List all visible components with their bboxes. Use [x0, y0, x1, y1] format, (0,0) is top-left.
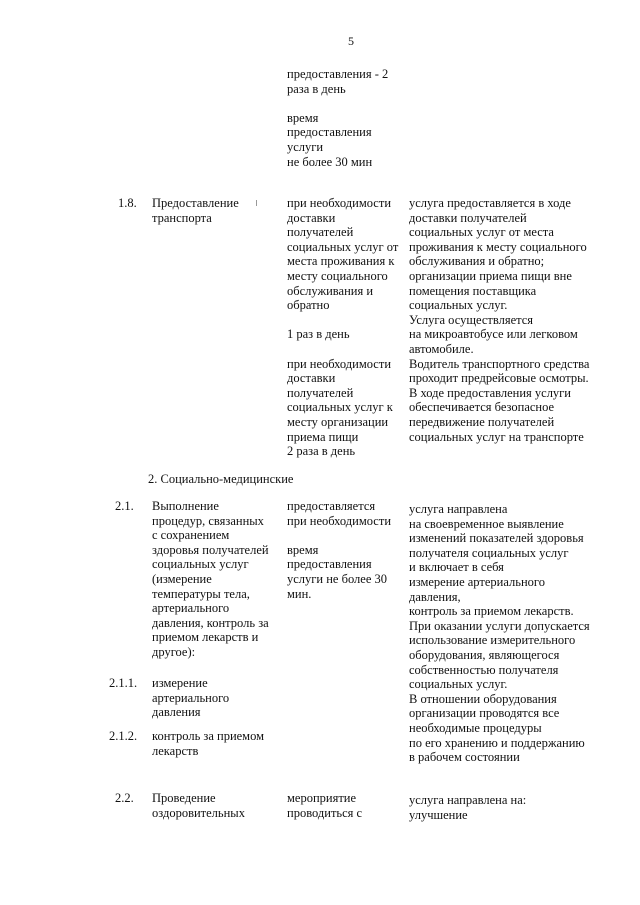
text-line: (измерение [152, 571, 212, 586]
text-line: обеспечивается безопасное [409, 400, 555, 415]
text-line: проживания к месту социального [409, 239, 587, 254]
text-line: оборудования, являющегося [409, 647, 560, 662]
row-number-2-1: 2.1. [115, 499, 134, 513]
text-line [287, 342, 398, 357]
text-line: 2 раза в день [287, 444, 356, 459]
text-line: предоставляется [287, 499, 376, 513]
text-line: время [287, 542, 319, 557]
text-line: 1 раз в день [287, 327, 350, 342]
text-line: услуги [287, 139, 324, 154]
text-line: температуры тела, [152, 586, 250, 601]
text-line [287, 313, 398, 328]
text-line: автомобиле. [409, 341, 474, 356]
text-line: социальных услуг от места [409, 225, 554, 240]
text-line: давления, контроль за [152, 615, 269, 630]
text-line: проходит предрейсовые осмотры. [409, 371, 589, 386]
service-name-2-1 [152, 499, 269, 660]
text-line: услуга направлена [409, 502, 508, 516]
text-line: артериального [152, 601, 230, 616]
text-line: собственностью получателя [409, 662, 559, 677]
text-line: места проживания к [287, 254, 395, 269]
text-line: предоставления [287, 557, 372, 572]
text-line: давления, [409, 589, 461, 604]
text-line: необходимые процедуры [409, 720, 542, 735]
service-name-2-2 [152, 791, 245, 820]
frequency-2-2 [287, 791, 362, 820]
text-line: В отношении оборудования [409, 691, 557, 706]
text-line: Водитель транспортного средства [409, 356, 590, 371]
text-line: обслуживания и [287, 283, 374, 298]
top-continuation [287, 67, 388, 169]
text-line: услуга предоставляется в ходе [409, 196, 571, 210]
text-line: давления [152, 705, 201, 720]
text-line: измерение артериального [409, 574, 545, 589]
text-line: месту социального [287, 268, 388, 283]
text-line: предоставления - 2 [287, 67, 389, 81]
text-line: социальных услуг на транспорте [409, 429, 584, 444]
text-line: при необходимости [287, 513, 392, 528]
text-line: Проведение [152, 791, 216, 805]
text-line: социальных услуг. [409, 677, 508, 692]
text-line: на микроавтобусе или легковом [409, 327, 578, 342]
text-line: проводиться с [287, 805, 363, 820]
text-line: доставки [287, 371, 336, 386]
service-name-2-1-1 [152, 676, 229, 720]
description-1-8 [409, 196, 589, 444]
section-heading-2: 2. Социально-медицинские [148, 472, 294, 486]
text-line: измерение [152, 676, 208, 690]
text-line: предоставления [287, 125, 372, 140]
text-line [287, 96, 388, 111]
text-line: помещения поставщика [409, 283, 537, 298]
text-line: изменений показателей здоровья [409, 531, 584, 546]
text-line: организации приема пищи вне [409, 268, 572, 283]
text-line: обслуживания и обратно; [409, 254, 545, 269]
text-line: по его хранению и поддержанию [409, 735, 585, 750]
text-line: транспорта [152, 210, 212, 225]
text-line: не более 30 мин [287, 154, 373, 169]
text-line: оздоровительных [152, 805, 245, 820]
text-line: Предоставление [152, 196, 239, 210]
text-line: при необходимости [287, 356, 392, 371]
text-line: Услуга осуществляется [409, 312, 534, 327]
text-line: мин. [287, 586, 312, 601]
text-line: социальных услуг [152, 557, 249, 572]
description-2-1 [409, 502, 590, 765]
service-name-2-1-2 [152, 729, 264, 758]
text-line: приемом лекарств и [152, 630, 259, 645]
row-number-2-2: 2.2. [115, 791, 134, 805]
text-line: передвижение получателей [409, 414, 555, 429]
text-line: и включает в себя [409, 560, 504, 575]
text-line: улучшение [409, 807, 468, 822]
text-line: При оказании услуги допускается [409, 618, 590, 633]
text-line: здоровья получателей [152, 542, 269, 557]
scan-mark [256, 200, 257, 206]
description-2-2 [409, 793, 526, 822]
text-line: другое): [152, 644, 196, 659]
text-line: организации проводятся все [409, 706, 560, 721]
text-line: услуги не более 30 [287, 571, 387, 586]
text-line: процедур, связанных [152, 513, 264, 528]
frequency-2-1 [287, 499, 391, 601]
text-line: на своевременное выявление [409, 516, 564, 531]
text-line [287, 528, 391, 543]
frequency-1-8 [287, 196, 398, 459]
text-line: лекарств [152, 743, 199, 758]
text-line: мероприятие [287, 791, 357, 805]
text-line: Выполнение [152, 499, 219, 513]
text-line: получателей [287, 385, 354, 400]
text-line: с сохранением [152, 528, 230, 543]
text-line: при необходимости [287, 196, 392, 210]
page-number: 5 [348, 34, 354, 48]
text-line: использование измерительного [409, 633, 576, 648]
text-line: артериального [152, 690, 230, 705]
text-line: раза в день [287, 81, 346, 96]
text-line: время [287, 110, 319, 125]
row-number-2-1-2: 2.1.2. [109, 729, 138, 743]
text-line: в рабочем состоянии [409, 750, 520, 765]
text-line: услуга направлена на: [409, 793, 527, 807]
text-line: контроль за приемом лекарств. [409, 604, 574, 619]
text-line: В ходе предоставления услуги [409, 385, 571, 400]
text-line: получателей [287, 225, 354, 240]
service-name-1-8 [152, 196, 239, 225]
text-line: контроль за приемом [152, 729, 265, 743]
row-number-1-8: 1.8. [118, 196, 137, 210]
text-line: обратно [287, 298, 330, 313]
row-number-2-1-1: 2.1.1. [109, 676, 138, 690]
text-line: доставки получателей [409, 210, 527, 225]
text-line: приема пищи [287, 429, 359, 444]
text-line: социальных услуг к [287, 400, 393, 415]
text-line: получателя социальных услуг [409, 545, 569, 560]
text-line: социальных услуг от [287, 239, 399, 254]
text-line: доставки [287, 210, 336, 225]
text-line: месту организации [287, 414, 389, 429]
text-line: социальных услуг. [409, 298, 508, 313]
